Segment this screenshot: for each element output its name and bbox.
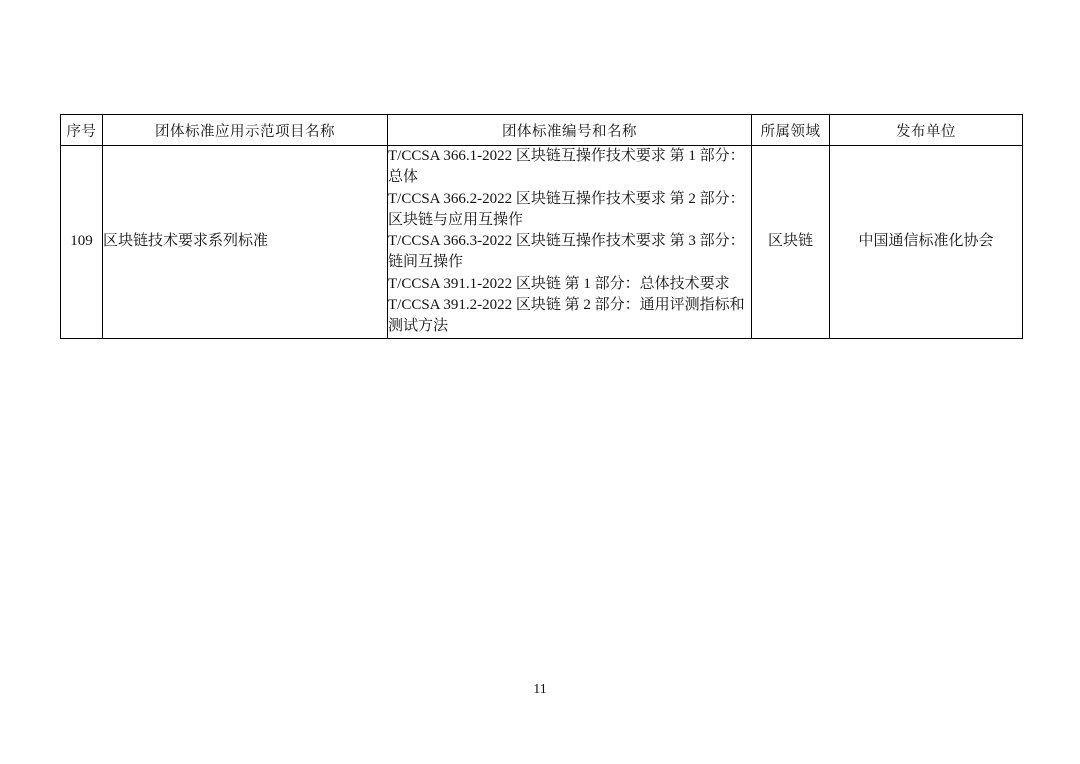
cell-publisher: 中国通信标准化协会 (830, 146, 1023, 339)
standards-table (60, 114, 1023, 339)
column-header-seq: 序号 (61, 115, 103, 146)
standards-table-container (60, 114, 1022, 339)
page-number: 11 (533, 682, 547, 697)
list-item: T/CCSA 366.3-2022 区块链互操作技术要求 第 3 部分：链间互操作 (388, 233, 745, 271)
table-header-row (61, 115, 1023, 146)
column-header-publisher: 发布单位 (830, 115, 1023, 146)
list-item: T/CCSA 391.1-2022 区块链 第 1 部分：总体技术要求 (388, 275, 730, 292)
cell-sequence-number: 109 (61, 146, 103, 339)
column-header-project-name: 团体标准应用示范项目名称 (103, 115, 388, 146)
list-item: T/CCSA 366.2-2022 区块链互操作技术要求 第 2 部分：区块链与应用互操作 (388, 190, 745, 228)
standards-list (388, 146, 751, 338)
cell-domain: 区块链 (752, 146, 830, 339)
cell-project-name: 区块链技术要求系列标准 (103, 146, 388, 339)
list-item: T/CCSA 366.1-2022 区块链互操作技术要求 第 1 部分：总体 (388, 148, 745, 186)
table-header (61, 115, 1023, 146)
table-body (61, 146, 1023, 339)
column-header-standard-number-name: 团体标准编号和名称 (388, 115, 752, 146)
column-header-domain: 所属领域 (752, 115, 830, 146)
cell-standards-list (388, 146, 752, 339)
table-row (61, 146, 1023, 339)
list-item: T/CCSA 391.2-2022 区块链 第 2 部分：通用评测指标和测试方法 (388, 297, 745, 335)
